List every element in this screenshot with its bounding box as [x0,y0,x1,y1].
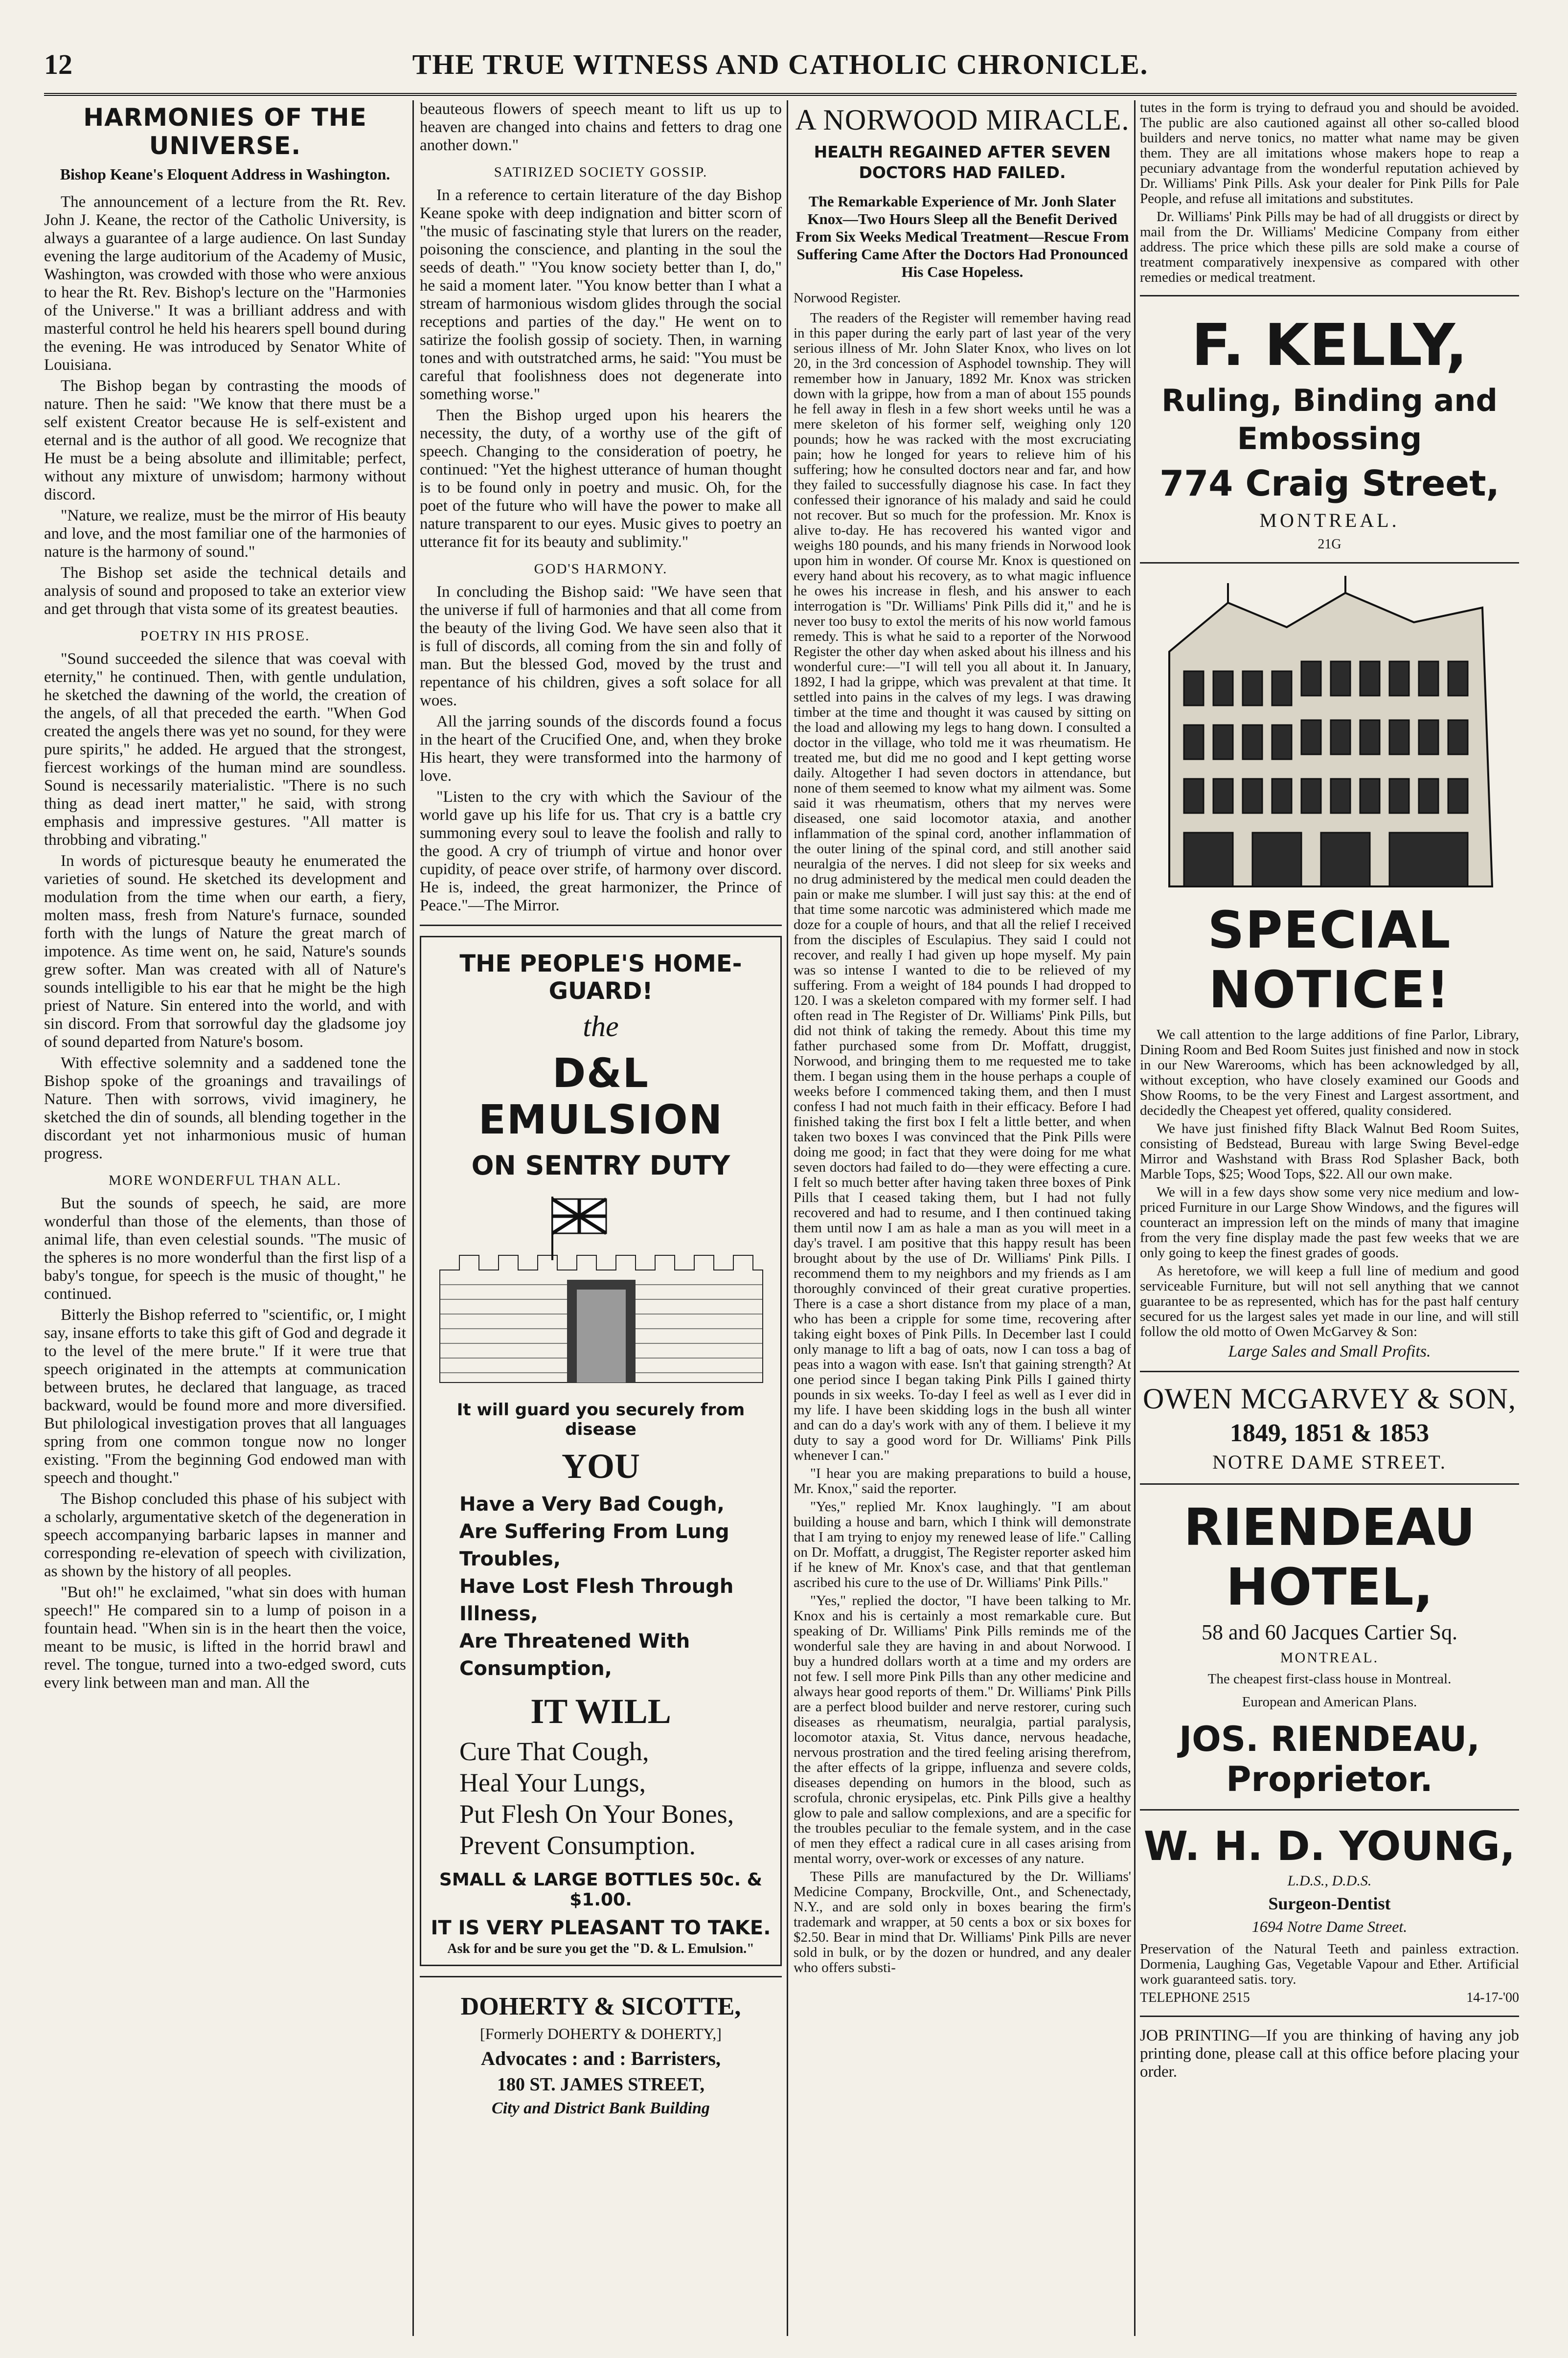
list-item: Prevent Consumption. [459,1831,696,1860]
firm-role: Advocates : and : Barristers, [481,2047,721,2069]
kelly-trade: Ruling, Binding and Embossing [1161,383,1498,456]
owen-street: NOTRE DAME STREET. [1212,1451,1447,1473]
article-paragraph: The Bishop concluded this phase of his subject with a scholarly, argumentative sketch of the degeneration in speech accompanying barbaric lapses in manner and corresponding re-elevation of speech with civilization, as shown by the history of all peoples. [44,1490,406,1580]
hotel-note: European and American Plans. [1242,1694,1417,1710]
hotel-note: The cheapest first-class house in Montreal. [1207,1671,1452,1687]
ad-you: YOU [562,1447,640,1486]
article-paragraph: "But oh!" he exclaimed, "what sin does with human speech!" He compared sin to a lump of poison in a fountain head. "When sin is in the heart then the voice, meant to be music, is lifted in the horrid brawl and revel. The tongue, turned into a two-edged sword, cuts every link between man and man. All the [44,1584,406,1692]
kelly-name: F. KELLY, [1191,311,1468,379]
dentist-telephone: TELEPHONE 2515 [1140,1990,1250,2005]
firm-address: 180 ST. JAMES STREET, [497,2074,705,2095]
ad-the: the [583,1010,619,1043]
article-paragraph: "Nature, we realize, must be the mirror of His beauty and love, and the most familiar one of the harmonies of nature is the harmony of sound." [44,507,406,561]
divider [1140,562,1519,564]
emulsion-advertisement [420,936,782,1966]
ad-pleasant: IT IS VERY PLEASANT TO TAKE. [431,1917,771,1939]
article-paragraph: "I hear you are making preparations to build a house, Mr. Knox," said the reporter. [794,1466,1131,1496]
list-item: Heal Your Lungs, [459,1768,646,1797]
divider [1140,1483,1519,1485]
kelly-code: 21G [1318,537,1341,552]
notice-paragraph: We have just finished fifty Black Walnut Bed Room Suites, consisting of Bedstead, Bureau with large Swing Bevel-edge Mirror and Washstand with Brass Rod Splasher Back, both Marble Tops, $25; Wood Tops, $22. All our own make. [1140,1121,1519,1182]
article-subhead: HEALTH REGAINED AFTER SEVEN DOCTORS HAD FAILED. [814,142,1111,182]
column-3 [794,100,1131,2331]
owen-numbers: 1849, 1851 & 1853 [1229,1419,1430,1447]
masthead [44,34,1517,96]
article-paragraph: But the sounds of speech, he said, are more wonderful than those of the elements, than those of animal life, than even celestial sounds. "The music of the spheres is no more wonderful than the first lisp of a baby's tongue, for speech is the music of thought," he continued. [44,1195,406,1303]
ad-brand: D&L EMULSION [478,1050,724,1143]
castle-illustration [430,1187,773,1392]
divider [420,925,782,926]
article-paragraph: tutes in the form is trying to defraud you and should be avoided. The public are also cautioned against all other so-called blood builders and nerve tonics, no matter what name may be given them. They are all imitations whose makers hope to reap a pecuniary advantage from the wonderful reputation achieved by Dr. Williams' Pink Pills. Ask your dealer for Pink Pills for Pale People, and refuse all imitations and substitutes. [1140,100,1519,206]
list-item: Are Threatened With Consumption, [459,1630,690,1680]
column-rule [1134,100,1136,2336]
article-paragraph: In words of picturesque beauty he enumerated the varieties of sound. He sketched its development and modulation from the time when our earth, a fiery, molten mass, fresh from Nature's furnace, sounded forth with the lungs of Nature the great march of impotence. As time went on, he said, Nature's sounds grew softer. Man was created with all of Nature's sounds intelligible to his ear that he might be the high priest of Nature. Sin entered into the world, and with sin discord. From that sorrowful day the gladsome joy of sound departed from Nature's bosom. [44,852,406,1051]
article-paragraph: beauteous flowers of speech meant to lift us up to heaven are changed into chains and fetters to drag one another down." [420,100,782,154]
divider [420,1976,782,1977]
article-paragraph: "Yes," replied Mr. Knox laughingly. "I am about building a house and barn, which I think will demonstrate that I am trying to enjoy my renewed lease of life." Calling on Dr. Moffatt, a druggist, The Register reporter asked him if he knew of Mr. Knox's case, and that that gentleman ascribed his cure to the use of Dr. Williams' Pink Pills." [794,1499,1131,1590]
section-heading: MORE WONDERFUL THAN ALL. [108,1173,342,1188]
article-paragraph: The readers of the Register will remember having read in this paper during the early part of last year of the very serious illness of Mr. John Slater Knox, who lives on lot 20, in the 3rd concession of Asphodel township. They will remember how in January, 1892 Mr. Knox was stricken down with la grippe, how from a man of about 155 pounds he fell away in flesh in a few short weeks until he was a mere skeleton of his former self, weighing only 120 pounds; how he was racked with the most excruciating pain; how he longed for years to relieve him of his suffering; how he consulted doctors near and far, and how they failed to successfully diagnose his case. In fact they confessed their ignorance of his malady and said he could not recover. But so much for the profession. Mr. Knox is alive to-day. He has recovered his wanted vigor and weighs 180 pounds, and his many friends in Norwood look upon him in wonder. Of course Mr. Knox is questioned on every hand about his recovery, as to what magic influence he owes his increase in flesh, and his answer to each interrogation is "Dr. Williams' Pink Pills did it," and he is never too busy to extol the merits of his now world famous remedy. This is what he said to a reporter of the Norwood Register the other day when asked about his illness and his wonderful cure:—"I will tell you all about it. In January, 1892, I had la grippe, which was prevalent at that time. It settled into pains in the calves of my legs. I was drawing timber at the time and thought it was caused by sitting on the load and allowing my legs to hang down. I consulted a doctor in the village, who told me it was rheumatism. He treated me, but did me no good and I kept getting worse daily. Altogether I had seven doctors in attendance, but none of them seemed to know what my ailment was. Some said it was rheumatism, others that my nerves were diseased, one said locomotor ataxia, and another inflammation of the spinal cord, another inflammation of the outer lining of the spinal cord, and still another said neuralgia of the nerves. I did not sleep for six weeks and no drug administered by the medical men could deaden the pain or make me slumber. I will just say this: at the end of that time some narcotic was administered which made me doze for a couple of hours, and that all the relief I received from the disciples of Esculapius. They said I could not recover, and really I had given up hope myself. My pain was so intense I wanted to die to be relieved of my suffering. From a weight of 184 pounds I had dropped to 120. I was a skeleton compared with my former self. I had often read in The Register of Dr. Williams' Pink Pills, but did not think of taking the remedy. About this time my father purchased some from Dr. Moffatt, druggist, Norwood, and bringing them to me requested me to take them. I began using them in the house perhaps a couple of weeks before I commenced taking them, and then I must confess I had not much faith in their efficacy. Before I had finished taking the first box I felt a little better, and when taken two boxes I was convinced that the Pink Pills were doing me good; in fact that they were doing for me what seven doctors had failed to do—they were effecting a cure. I felt so much better after having taken three boxes of Pink Pills that I ceased taking them, but I had not fully recovered and had to resume, and I then continued taking them until now I am as hale a man as you will meet in a day's travel. I am positive that this happy result has been brought about by the use of Dr. Williams' Pink Pills. I recommend them to my neighbors and my friends as I am thoroughly convinced of their great curative properties. There is a case a short distance from my place of a man, who has been a cripple for some time, recovering after taking eight boxes of Pink Pills. In December last I could only manage to lift a bag of oats, now I can toss a bag of peas into a wagon with ease. Isn't that gaining strength? At one period since I began taking Pink Pills I gained thirty pounds in six weeks. To-day I feel as well as I ever did in my life. I have been skidding logs in the bush all winter and can do a day's work with any of them. I believe it my duty to say a good word for Dr. Williams' Pink Pills whenever I can." [794,310,1131,1463]
list-item: Are Suffering From Lung Troubles, [459,1520,729,1570]
article-paragraph: Dr. Williams' Pink Pills may be had of all druggists or direct by mail from the Dr. Williams' Medicine Company from either address. The price which these pills are sold make a course of treatment comparatively inexpensive as compared with other remedies or medical treatment. [1140,209,1519,285]
page-number: 12 [44,48,72,80]
article-paragraph: The Bishop began by contrasting the moods of nature. Then he said: "We know that there must be a self existent Creator because He is self-existent and eternal and is the author of all good. We recognize that He must be a being absolute and illimitable; perfect, without any mixture of unwisdom; harmony without discord. [44,377,406,503]
section-heading: GOD'S HARMONY. [534,561,668,577]
list-item: Cure That Cough, [459,1737,649,1766]
ad-guard-line: It will guard you securely from disease [456,1400,745,1439]
dentist-paragraph: Preservation of the Natural Teeth and painless extraction. Dormenia, Laughing Gas, Vegetable Vapour and Ether. Artificial work guaranteed satis. tory. [1140,1941,1519,1987]
list-item: Have a Very Bad Cough, [459,1493,725,1516]
article-paragraph: These Pills are manufactured by the Dr. Williams' Medicine Company, Brockville, Ont., and Schenectady, N.Y., and are sold only in boxes bearing the firm's trademark and wrapper, at 50 cents a box or six boxes for $2.50. Bear in mind that Dr. Williams' Pink Pills are never sold in bulk, or by the dozen or hundred, and any dealer who offers substi- [794,1869,1131,1975]
ad-sentry: ON SENTRY DUTY [471,1150,730,1181]
article-paragraph: The Bishop set aside the technical details and analysis of sound and proposed to take an exterior view and get through that vista some of its greatest beauties. [44,564,406,618]
article-paragraph: "Sound succeeded the silence that was coeval with eternity," he continued. Then, with gentle undulation, he sketched the dawning of the world, the creation of the angels, of all that preceded the earth. "When God created the angels there was yet no sound, for they were pure spirits," he added. He argued that the strongest, fiercest workings of the human mind are soundless. Sound is necessarily materialistic. "There is no such thing as dead inert matter," he said, with strong emphasis and impressive gestures. "All matter is throbbing and vibrating." [44,650,406,849]
job-printing-notice: JOB PRINTING—If you are thinking of having any job printing done, please call at this office before placing your order. [1140,2027,1519,2081]
hotel-address: 58 and 60 Jacques Cartier Sq. [1202,1620,1457,1644]
building-illustration [1140,573,1519,896]
article-paragraph: "Yes," replied the doctor, "I have been talking to Mr. Knox and his is certainly a most remarkable cure. But speaking of Dr. Williams' Pink Pills reminds me of the wonderful sale they are having in and about Norwood. I buy a hundred dollars worth at a time and my orders are not few. I sell more Pink Pills than any other medicine and always hear good reports of them." Dr. Williams' Pink Pills are a perfect blood builder and nerve restorer, curing such diseases as rheumatism, neuralgia, partial paralysis, locomotor ataxia, St. Vitus dance, nervous headache, nervous prostration and the tired feeling arising therefrom, the after effects of la grippe, influenza and severe colds, diseases depending on humors in the blood, such as scrofula, chronic erysipelas, etc. Pink Pills give a healthy glow to pale and sallow complexions, and are a specific for the troubles peculiar to the female system, and in the case of men they effect a radical cure in all cases arising from mental worry, over-work or excesses of any nature. [794,1593,1131,1866]
article-paragraph: "Listen to the cry with which the Saviour of the world gave up his life for us. That cry is a battle cry summoning every soul to leave the foolish and rally to the good. A cry of triumph of virtue and honor over cupidity, of peace over strife, of harmony over discord. He is, indeed, the great harmonizer, the Prince of Peace."—The Mirror. [420,788,782,914]
paper-title: THE TRUE WITNESS AND CATHOLIC CHRONICLE. [412,48,1149,80]
firm-building: City and District Bank Building [492,2099,710,2117]
notice-paragraph: We will in a few days show some very nice medium and low-priced Furniture in our Large Show Windows, and the figures will counteract an impression left on the minds of many that imagine from the very fine display made the past few weeks that we are only going to keep the finest grades of goods. [1140,1184,1519,1261]
firm-former: [Formerly DOHERTY & DOHERTY,] [480,2025,722,2042]
kelly-city: MONTREAL. [1259,509,1400,531]
column-2 [420,100,782,2331]
dentist-telephone-row [1140,1990,1519,2006]
firm-name: DOHERTY & SICOTTE, [460,1993,741,2020]
article-headline: HARMONIES OF THE UNIVERSE. [83,103,367,160]
notice-paragraph: As heretofore, we will keep a full line of medium and good serviceable Furniture, but will not sell anything that we cannot guarantee to be as represented, which has for the past half century secured for us the largest sales yet made in our line, and will still follow the old motto of Owen McGarvey & Son: [1140,1263,1519,1339]
divider [1140,1371,1519,1372]
list-item: Put Flesh On Your Bones, [459,1799,734,1829]
article-paragraph: In concluding the Bishop said: "We have seen that the universe if full of harmonies and that all come from the beauty of the living God. We have seen also that it is full of discords, all coming from the sin and folly of man. But the blessed God, moved by the trust and repentance of his children, gives a soft solace for all woes. [420,583,782,709]
dentist-degrees: L.D.S., D.D.S. [1287,1873,1372,1889]
article-subhead: Bishop Keane's Eloquent Address in Washington. [60,165,390,183]
special-notice-heading: SPECIAL NOTICE! [1207,900,1452,1020]
article-paragraph: Then the Bishop urged upon his hearers the necessity, the duty, of a worthy use of the gift of speech. Changing to the consideration of poetry, he continued: "Yet the highest utterance of human thought is to be found only in poetry and music. Oh, for the poet of the future who will have the power to make all nature transparent to our eyes. Music gives to poetry an utterance fit for its beauty and sublimity." [420,407,782,551]
divider [1140,2016,1519,2017]
dentist-address: 1694 Notre Dame Street. [1251,1918,1408,1935]
ad-symptom-list [459,1491,772,1682]
kelly-address: 774 Craig Street, [1159,463,1500,504]
article-deck: The Remarkable Experience of Mr. Jonh Slater Knox—Two Hours Sleep all the Benefit Derived From Six Weeks Medical Treatment—Rescue From Suffering Came After the Doctors Had Pronounced His Case Hopeless. [795,193,1129,280]
column-4 [1140,100,1519,2331]
dentist-code: 14-17-'00 [1466,1990,1519,2005]
article-source: Norwood Register. [794,290,901,306]
article-paragraph: With effective solemnity and a saddened tone the Bishop spoke of the groanings and travailings of Nature. Then with sorrows, vivid imaginery, he sketched the din of sounds, all blending together in the discordant yet not inharmonious music of human progress. [44,1054,406,1162]
article-headline: A NORWOOD MIRACLE. [795,104,1130,136]
owen-name: OWEN MCGARVEY & SON, [1143,1383,1516,1415]
dentist-title: Surgeon-Dentist [1268,1894,1391,1913]
section-heading: POETRY IN HIS PROSE. [140,628,310,644]
article-paragraph: Bitterly the Bishop referred to "scientific, or, I might say, insane efforts to take this gift of God and degrade it to the level of the mere brute." If it were true that speech originated in the attempts at communication between brutes, he declared that language, as traced backward, would be found more and more diversified. But philological investigation proves that all languages spring from one common tongue now no longer existing. "From the beginning God endowed man with speech and thought." [44,1306,406,1487]
ad-ask: Ask for and be sure you get the "D. & L. Emulsion." [447,1941,754,1956]
dentist-name: W. H. D. YOUNG, [1143,1823,1516,1870]
section-heading: SATIRIZED SOCIETY GOSSIP. [494,164,708,180]
ad-heading: THE PEOPLE'S HOME-GUARD! [459,950,742,1005]
column-rule [412,100,414,2336]
ad-it-will: IT WILL [530,1692,671,1731]
article-paragraph: In a reference to certain literature of the day Bishop Keane spoke with deep indignation and bitter scorn of "the music of fascinating style that lurers on the reader, poisoning the conscience, and planting in the soul the seeds of death." "You know society better than I, do," he said a moment later. "You know better than I what a stream of harmonious wisdom glides through the social receptions and parties of the day." He went on to satirize the foolish gossip of society. Then, in warning tones and with outstratched arms, he said: "You must be careful that foolishness does not degenerate into something worse." [420,186,782,403]
hotel-proprietor: JOS. RIENDEAU, Proprietor. [1179,1719,1480,1799]
list-item: Have Lost Flesh Through Illness, [459,1575,734,1625]
column-1 [44,100,406,2331]
ad-price: SMALL & LARGE BOTTLES 50c. & $1.00. [439,1870,763,1910]
divider [1140,1809,1519,1811]
divider [1140,295,1519,296]
article-paragraph: The announcement of a lecture from the Rt. Rev. John J. Keane, the rector of the Catholic University, is always a guarantee of a large audience. On last Sunday evening the large auditorium of the Academy of Music, Washington, was crowded with those who were anxious to hear the Rt. Rev. Bishop's lecture on the "Harmonies of the Universe." It was a brilliant address and with masterful control he held his hearers spell bound during the evening. He was introduced by Senator White of Louisiana. [44,193,406,374]
notice-motto: Large Sales and Small Profits. [1228,1342,1431,1360]
article-paragraph: All the jarring sounds of the discords found a focus in the heart of the Crucified One, and, when they broke His heart, they were transformed into the harmony of love. [420,713,782,785]
notice-paragraph: We call attention to the large additions of fine Parlor, Library, Dining Room and Bed Room Suites just finished and now in stock in our New Warerooms, which has been acknowledged by all, without exception, who have closely examined our Goods and Show Rooms, to be the very Finest and Largest assortment, and decidedly the Cheapest yet offered, quality considered. [1140,1027,1519,1118]
hotel-name: RIENDEAU HOTEL, [1183,1497,1476,1617]
column-rule [787,100,788,2336]
ad-cure-list [459,1736,772,1861]
hotel-city: MONTREAL. [1280,1650,1379,1666]
